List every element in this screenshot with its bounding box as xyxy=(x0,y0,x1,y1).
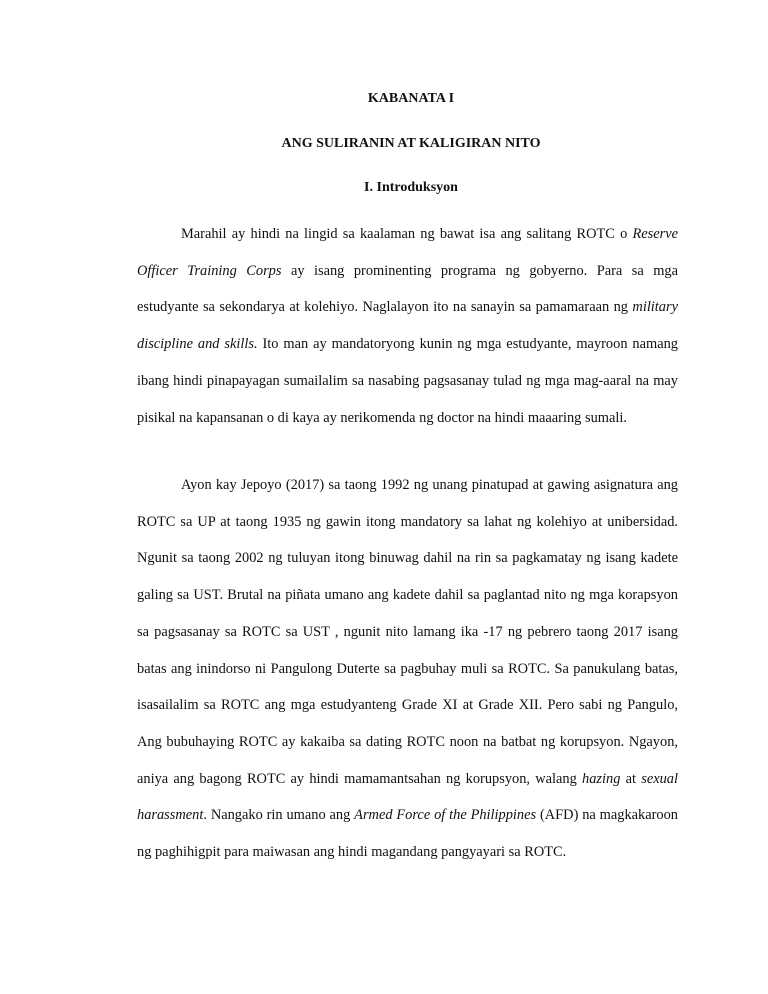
text-run: at xyxy=(620,770,642,787)
chapter-title: ANG SULIRANIN AT KALIGIRAN NITO xyxy=(281,136,541,151)
paragraph-text xyxy=(137,216,678,436)
italic-term: sexual harassment xyxy=(137,770,678,824)
chapter-heading: KABANATA I xyxy=(367,91,455,106)
italic-term: hazing xyxy=(582,770,621,787)
paragraph-introduction xyxy=(137,216,678,436)
text-run: ay isang prominenting programa ng gobyerno. Para sa mga estudyante sa sekondarya at kolehiyo. Naglalayon ito na sanayin sa pamamaraan ng xyxy=(137,262,678,316)
section-heading: I. Introduksyon xyxy=(364,180,458,195)
text-run: (AFD) na magkakaroon ng paghihigpit para maiwasan ang hindi magandang pangyayari sa ROTC. xyxy=(137,807,678,861)
paragraph-history xyxy=(137,467,678,871)
italic-term: Armed Force of the Philippines xyxy=(354,807,537,824)
italic-term: Reserve Officer Training Corps xyxy=(137,226,678,279)
paragraph-text xyxy=(137,467,678,871)
text-run: Marahil ay hindi na lingid sa kaalaman ng bawat isa ang salitang ROTC o xyxy=(181,226,633,242)
text-run: . Nangako rin umano ang xyxy=(203,807,355,824)
text-run: Ayon kay Jepoyo (2017) sa taong 1992 ng unang pinatupad at gawing asignatura ang ROTC sa UP at taong 1935 ng gawin itong mandatory sa lahat ng kolehiyo at unibersidad. Ngunit sa taong 2002 ng tuluyan itong binuwag dahil na rin sa pagkamatay ng isang kadete galing sa UST. Brutal na piñata umano ang kadete dahil sa paglantad nito ng mga korapsyon sa pagsasanay sa ROTC sa UST , ngunit nito lamang ika -17 ng pebrero taong 2017 isang batas ang inindorso ni Pangulong Duterte sa pagbuhay muli sa ROTC. Sa panukulang batas, isasailalim sa ROTC ang mga estudyanteng Grade XI at Grade XII. Pero sabi ng Pangulo, Ang bubuhaying ROTC ay kakaiba sa dating ROTC noon na batbat ng korupsyon. Ngayon, aniya ang bagong ROTC ay hindi mamamantsahan ng korupsyon, walang xyxy=(137,477,678,787)
italic-term: military discipline and skills. xyxy=(137,299,678,353)
text-run: Ito man ay mandatoryong kunin ng mga estudyante, mayroon namang ibang hindi pinapayagan sumailalim sa nasabing pagsasanay tulad ng mga mag-aaral na may pisikal na kapansanan o di kaya ay nerikomenda ng doctor na hindi maaaring sumali. xyxy=(137,336,678,426)
